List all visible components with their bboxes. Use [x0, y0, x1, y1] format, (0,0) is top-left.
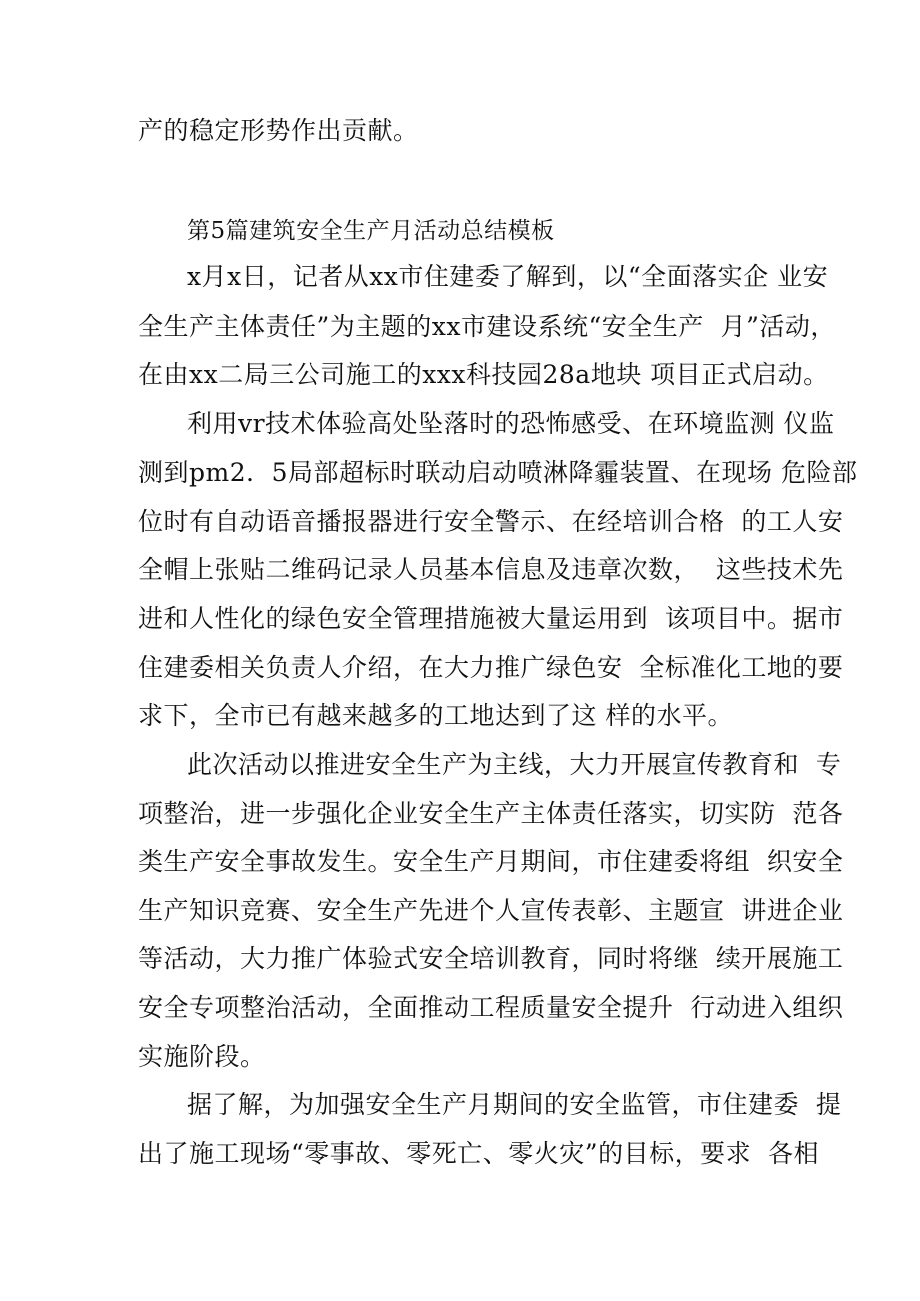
text-line: x月x日，记者从xx市住建委了解到，以“全面落实企 业安	[187, 262, 829, 291]
text-line: 进和人性化的绿色安全管理措施被大量运用到 该项目中。据市	[138, 604, 844, 633]
text-line: 求下，全市已有越来越多的工地达到了这 样的水平。	[138, 701, 733, 730]
text-line: 项整治，进一步强化企业安全生产主体责任落实，切实防 范各	[138, 799, 844, 828]
text-line: 据了解，为加强安全生产月期间的安全监管，市住建委 提	[187, 1090, 842, 1119]
text-line: 产的稳定形势作出贡献。	[138, 116, 419, 145]
text-line: 全帽上张贴二维码记录人员基本信息及违章次数， 这些技术先	[138, 555, 844, 584]
text-line: 此次活动以推进安全生产为主线，大力开展宣传教育和 专	[187, 750, 842, 779]
text-line: 等活动，大力推广体验式安全培训教育，同时将继 续开展施工	[138, 944, 844, 973]
text-line: 实施阶段。	[138, 1042, 266, 1071]
text-line: 测到pm2．5局部超标时联动启动喷淋降霾装置、在现场 危险部	[138, 458, 858, 487]
text-line: 全生产主体责任”为主题的xx市建设系统“安全生产 月”活动，	[138, 312, 836, 341]
text-line: 位时有自动语音播报器进行安全警示、在经培训合格 的工人安	[138, 507, 844, 536]
text-line: 出了施工现场“零事故、零死亡、零火灾”的目标，要求 各相	[138, 1139, 819, 1168]
text-line: 利用vr技术体验高处坠落时的恐怖感受、在环境监测 仪监	[187, 409, 835, 438]
section-heading: 第5篇建筑安全生产月活动总结模板	[187, 218, 555, 244]
text-line: 在由xx二局三公司施工的xxx科技园28a地块 项目正式启动。	[138, 360, 829, 389]
text-line: 生产知识竞赛、安全生产先进个人宣传表彰、主题宣 讲进企业	[138, 896, 844, 925]
text-line: 住建委相关负责人介绍，在大力推广绿色安 全标准化工地的要	[138, 653, 844, 682]
text-line: 类生产安全事故发生。安全生产月期间，市住建委将组 织安全	[138, 847, 844, 876]
text-line: 安全专项整治活动，全面推动工程质量安全提升 行动进入组织	[138, 993, 844, 1022]
